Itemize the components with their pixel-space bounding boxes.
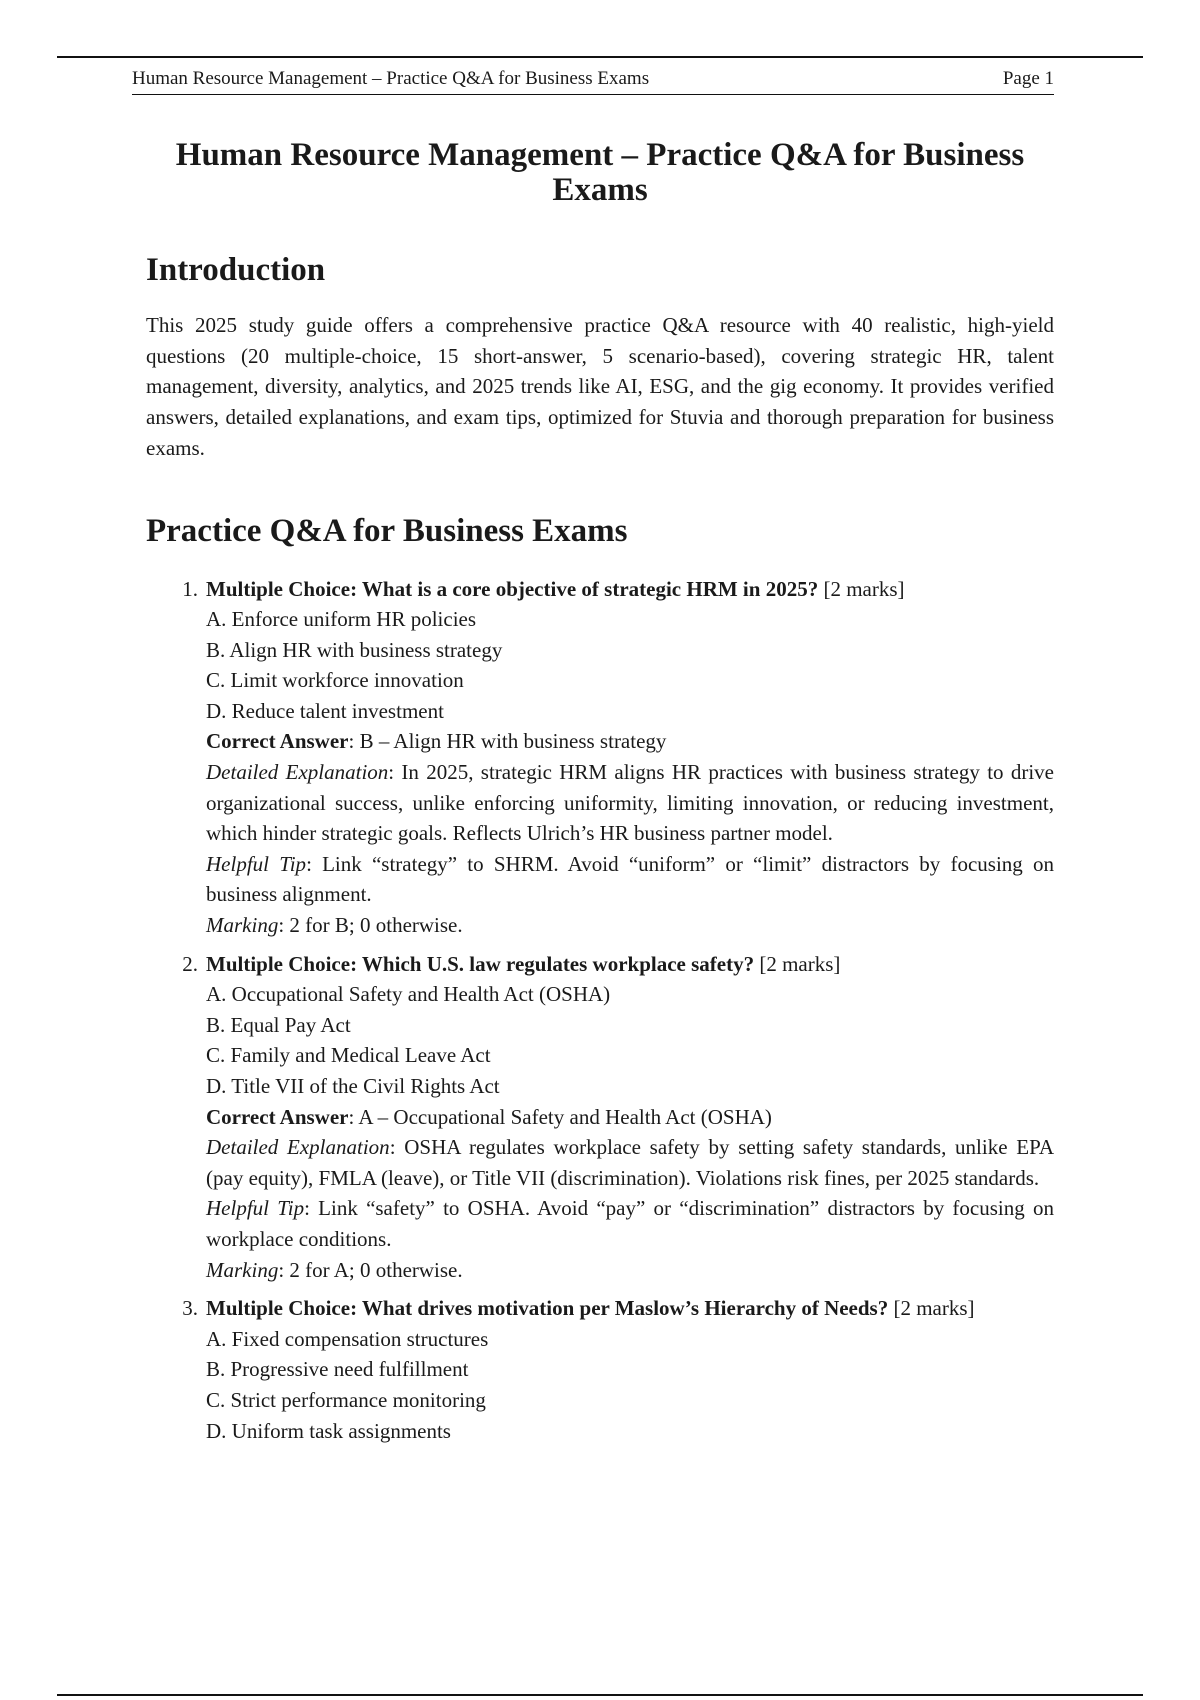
tip-label: Helpful Tip [206, 1196, 305, 1221]
marking-text: : 2 for B; 0 otherwise. [278, 913, 463, 938]
question-marks: [2 marks] [759, 951, 841, 976]
answer-option: B. Equal Pay Act [206, 1012, 351, 1037]
answer-option: C. Family and Medical Leave Act [206, 1043, 491, 1068]
detailed-explanation [206, 1132, 1054, 1193]
introduction-heading: Introduction [146, 251, 326, 288]
page-top-rule [57, 56, 1143, 58]
question-number: 1. [182, 576, 198, 601]
introduction-paragraph: This 2025 study guide offers a comprehensive practice Q&A resource with 40 realistic, high-yield questions (20 multiple-choice, 15 short-answer, 5 scenario-based), covering strategic HR, talent management, diversity, analytics, and 2025 trends like AI, ESG, and the gig economy. It provides verified answers, detailed explanations, and exam tips, optimized for Stuvia and thorough preparation for business exams. [146, 313, 1054, 460]
explanation-text: : In 2025, strategic HRM aligns HR practices with business strategy to drive organizational success, unlike enforcing uniformity, limiting innovation, or reducing investment, which hinder strategic goals. Reflects Ulrich’s HR business partner model. [206, 760, 1054, 846]
explanation-label: Detailed Explanation [206, 760, 389, 785]
helpful-tip [206, 1193, 1054, 1254]
correct-answer [206, 1102, 1054, 1133]
document-title: Human Resource Management – Practice Q&A for Business Exams [175, 137, 1025, 208]
page-bottom-rule [57, 1694, 1143, 1696]
question-prompt: Multiple Choice: Which U.S. law regulates workplace safety? [206, 951, 755, 976]
question-prompt: Multiple Choice: What is a core objective of strategic HRM in 2025? [206, 576, 819, 601]
question-prompt: Multiple Choice: What drives motivation per Maslow’s Hierarchy of Needs? [206, 1296, 889, 1321]
tip-label: Helpful Tip [206, 851, 307, 876]
detailed-explanation [206, 757, 1054, 849]
marking-label: Marking [206, 913, 279, 938]
correct-answer-label: Correct Answer [206, 729, 349, 754]
answer-option: D. Uniform task assignments [206, 1418, 451, 1443]
answer-option: D. Reduce talent investment [206, 698, 444, 723]
answer-option: B. Progressive need fulfillment [206, 1357, 469, 1382]
marking [206, 910, 1054, 941]
answer-option: A. Occupational Safety and Health Act (OSHA) [206, 982, 611, 1007]
running-header-title: Human Resource Management – Practice Q&A for Business Exams [132, 68, 650, 89]
page-number: Page 1 [1002, 68, 1054, 89]
question-marks: [2 marks] [823, 576, 905, 601]
answer-option: B. Align HR with business strategy [206, 637, 503, 662]
marking-label: Marking [206, 1257, 279, 1282]
question-item [182, 1293, 1054, 1446]
correct-answer-text: : B – Align HR with business strategy [348, 729, 667, 754]
marking-text: : 2 for A; 0 otherwise. [278, 1257, 463, 1282]
question-number: 3. [182, 1296, 198, 1321]
question-number: 2. [182, 951, 198, 976]
question-item [182, 949, 1055, 1286]
question-prompt-line [206, 574, 1054, 605]
question-list [146, 574, 1054, 1447]
marking [206, 1255, 1054, 1286]
tip-text: : Link “strategy” to SHRM. Avoid “uniform” or “limit” distractors by focusing on business alignment. [206, 851, 1054, 907]
correct-answer [206, 726, 1054, 757]
correct-answer-label: Correct Answer [206, 1104, 349, 1129]
answer-option: C. Limit workforce innovation [206, 668, 464, 693]
question-marks: [2 marks] [893, 1296, 975, 1321]
answer-option: D. Title VII of the Civil Rights Act [206, 1074, 500, 1098]
answer-option: A. Fixed compensation structures [206, 1326, 489, 1351]
tip-text: : Link “safety” to OSHA. Avoid “pay” or “discrimination” distractors by focusing on workplace conditions. [206, 1196, 1054, 1251]
helpful-tip [206, 849, 1054, 910]
answer-option: C. Strict performance monitoring [206, 1387, 486, 1412]
document-body [146, 130, 1054, 1454]
explanation-text: : OSHA regulates workplace safety by setting safety standards, unlike EPA (pay equity), FMLA (leave), or Title VII (discrimination). Violations risk fines, per 2025 standards. [206, 1135, 1055, 1190]
question-item [182, 574, 1054, 941]
running-header [132, 68, 1054, 95]
question-prompt-line [206, 1293, 1054, 1324]
question-prompt-line [206, 949, 1054, 980]
correct-answer-text: : A – Occupational Safety and Health Act (OSHA) [348, 1104, 772, 1129]
explanation-label: Detailed Explanation [206, 1135, 390, 1160]
answer-option: A. Enforce uniform HR policies [206, 607, 477, 632]
practice-qa-heading: Practice Q&A for Business Exams [146, 513, 628, 550]
